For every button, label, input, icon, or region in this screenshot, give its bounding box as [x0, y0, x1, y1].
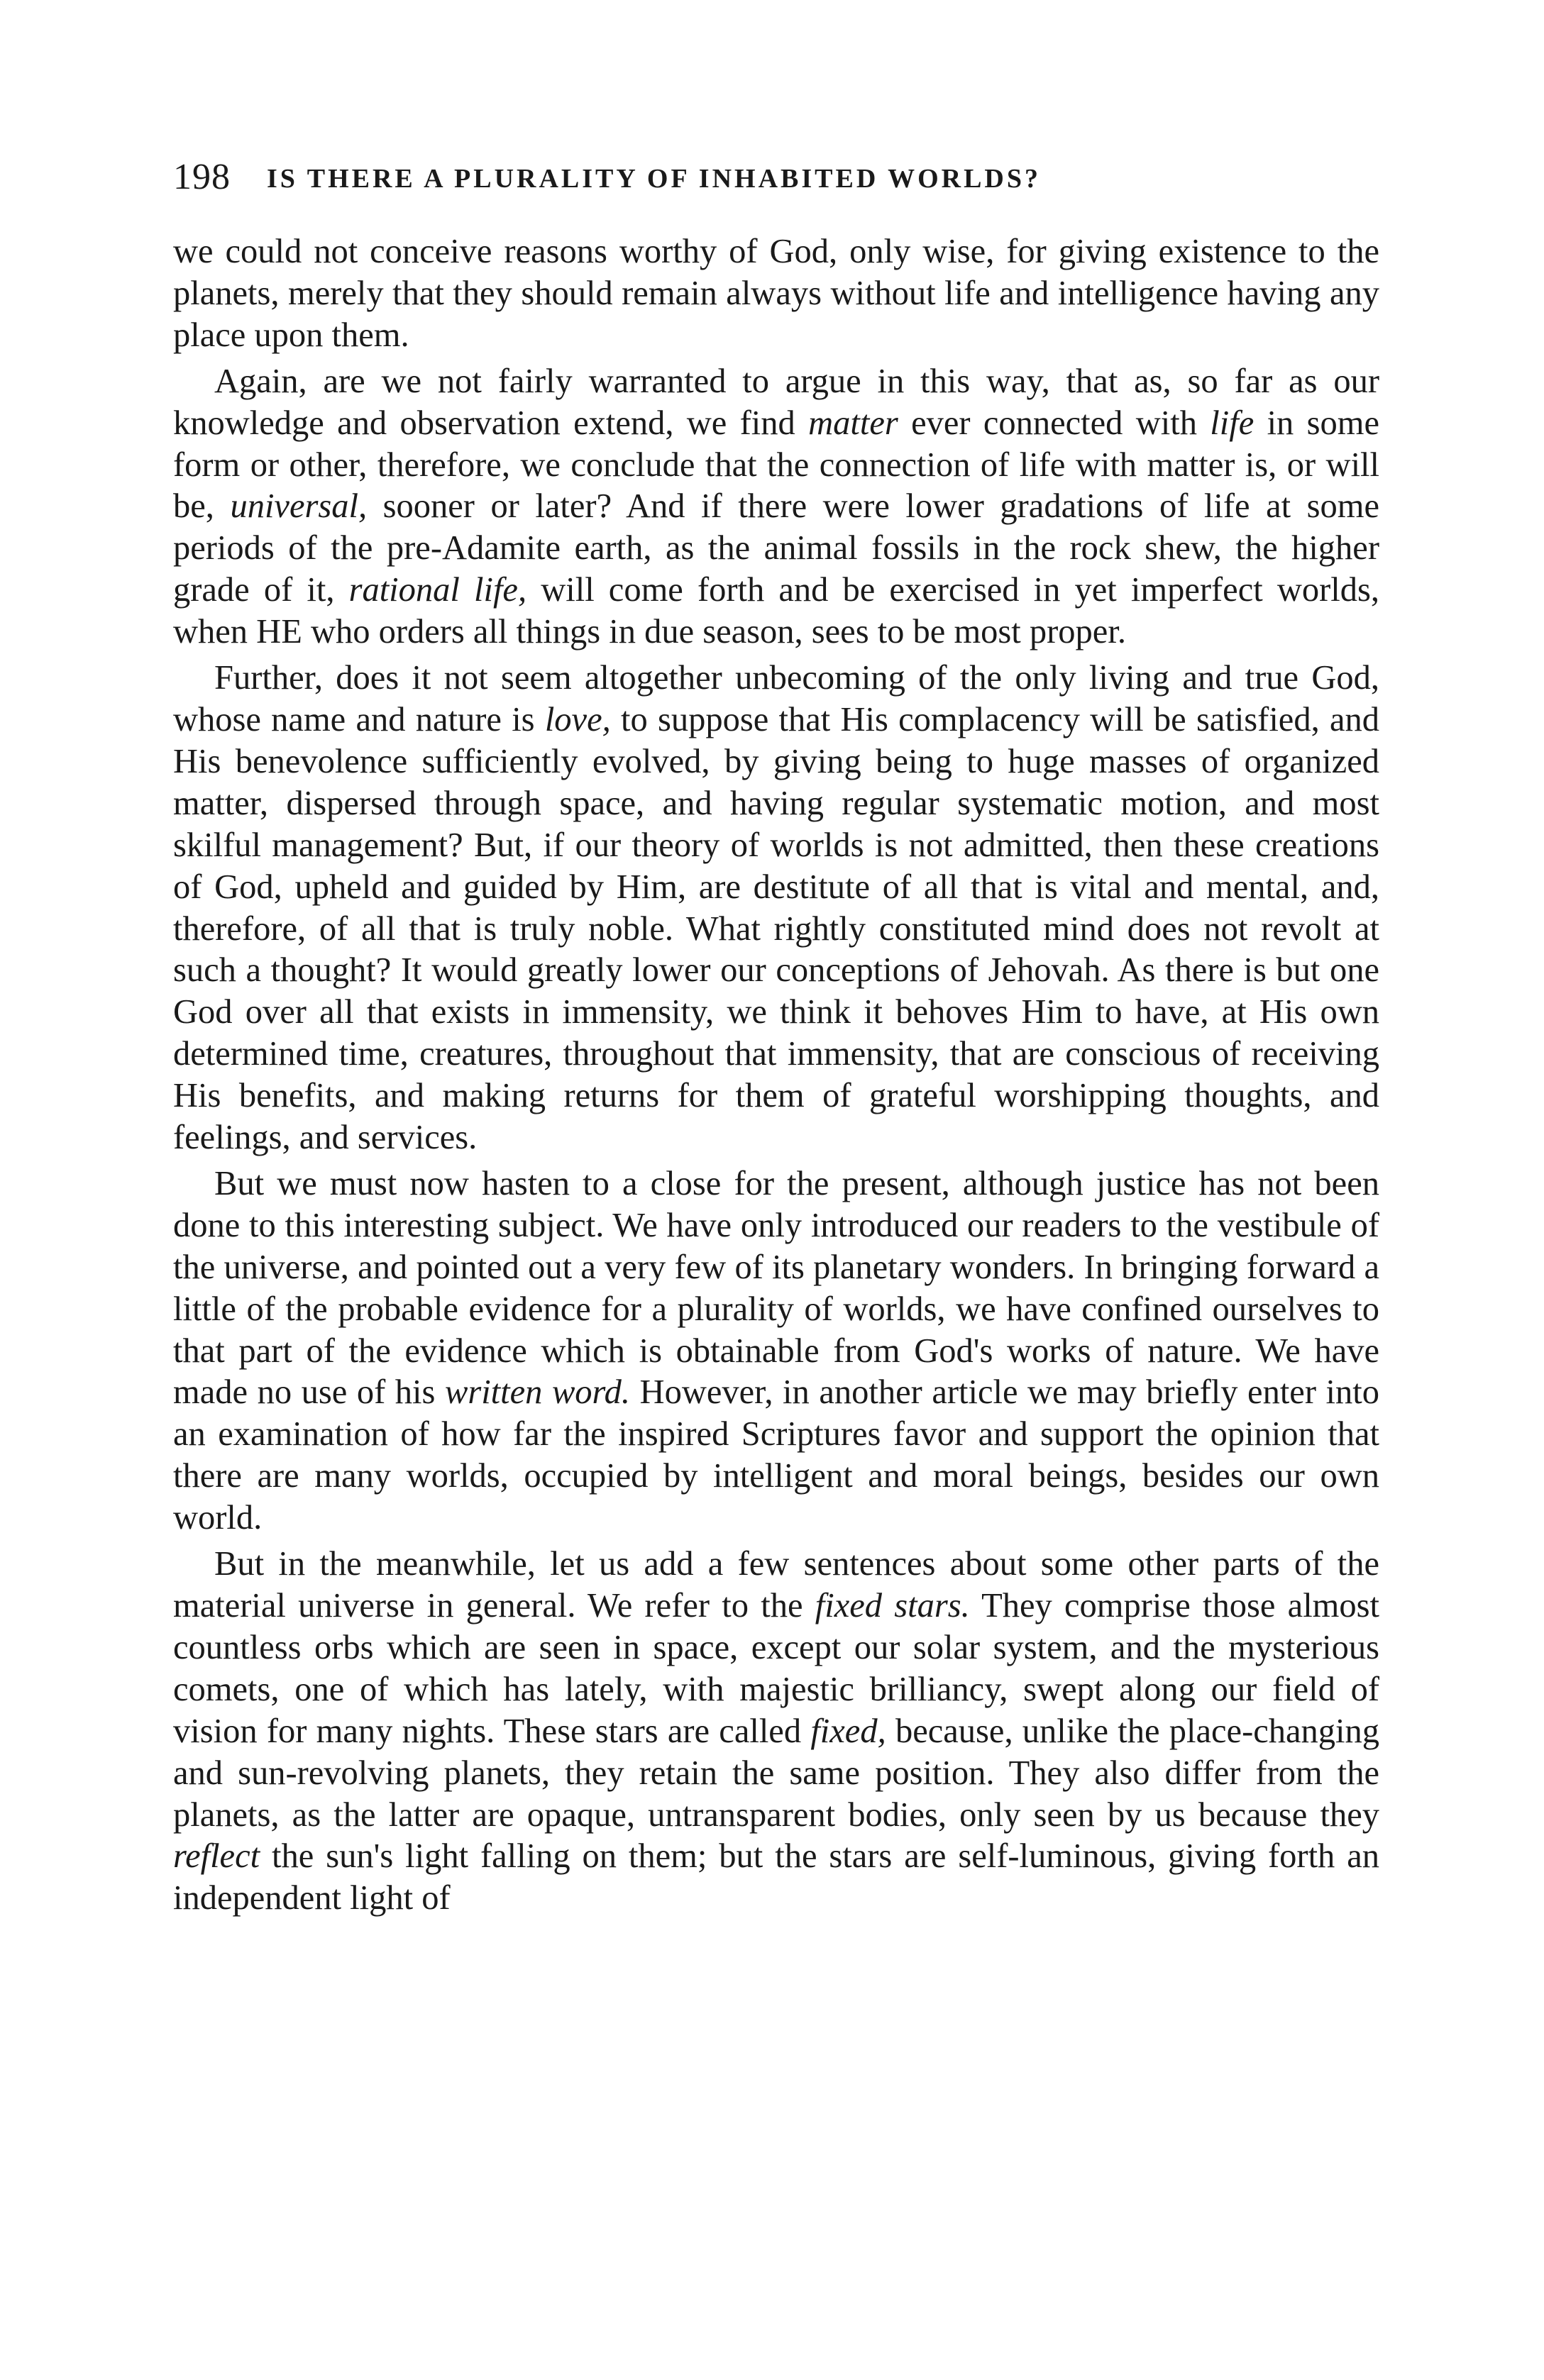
paragraph-5-italic-fixed-stars: fixed stars. [815, 1587, 970, 1625]
body-text [173, 231, 1379, 1920]
paragraph-2 [173, 361, 1379, 653]
paragraph-4-italic-written-word: written word. [444, 1373, 630, 1412]
paragraph-3-text-2: to suppose that His complacency will be satisfied, and His benevolence sufficiently evolved, by giving being to huge masses of organized matter, dispersed through space, and having regular systematic motion, and most skilful management? But, if our theory of worlds is not admitted, then these creations of God, upheld and guided by Him, are destitute of all that is vital and mental, and, therefore, of all that is truly noble. What rightly constituted mind does not revolt at such a thought? It would greatly lower our conceptions of Jehovah. As there is but one God over all that exists in immensity, we think it behoves Him to have, at His own determined time, creatures, throughout that immensity, that are conscious of receiving His benefits, and making returns for them of grateful worshipping thoughts, and feelings, and services. [173, 700, 1379, 1157]
running-head [173, 155, 1379, 200]
running-title: IS THERE A PLURALITY OF INHABITED WORLDS? [267, 164, 1042, 194]
paragraph-5-text-4: the sun's light falling on them; but the stars are self-luminous, giving forth an independent light of [173, 1837, 1379, 1917]
paragraph-4-text-1: But we must now hasten to a close for the present, although justice has not been done to this interesting subject. We have only introduced our readers to the vestibule of the universe, and pointed out a very few of its planetary wonders. In bringing forward a little of the probable evidence for a plurality of worlds, we have confined ourselves to that part of the evidence which is obtainable from God's works of nature. We have made no use of his [173, 1164, 1379, 1412]
paragraph-2-text-3: in some form or other, therefore, we conclude that the connection of life with matter is, or will be, [173, 404, 1379, 526]
paragraph-2-text-5: will come forth and be exercised in yet imperfect worlds, when HE who orders all things in due season, sees to be most proper. [173, 571, 1379, 651]
paragraph-2-italic-matter: matter [808, 404, 898, 442]
paragraph-3 [173, 658, 1379, 1159]
paragraph-2-italic-rational-life: rational life, [348, 571, 527, 609]
paragraph-2-text-1: Again, are we not fairly warranted to argue in this way, that as, so far as our knowledge and observation extend, we find [173, 362, 1379, 442]
paragraph-5-italic-fixed: fixed, [810, 1712, 886, 1750]
paragraph-2-italic-life: life [1210, 404, 1254, 442]
paragraph-2-text-2: ever connected with [898, 404, 1211, 442]
paragraph-2-italic-universal: universal, [230, 487, 368, 526]
paragraph-1 [173, 231, 1379, 357]
paragraph-4 [173, 1163, 1379, 1539]
paragraph-1-text: we could not conceive reasons worthy of God, only wise, for giving existence to the planets, merely that they should remain always without life and intelligence having any place upon them. [173, 233, 1379, 354]
paragraph-5-text-3: because, unlike the place-changing and sun-revolving planets, they retain the same position. They also differ from the planets, as the latter are opaque, untransparent bodies, only seen by us because they [173, 1712, 1379, 1834]
page-number: 198 [173, 157, 231, 197]
paragraph-5 [173, 1544, 1379, 1920]
paragraph-5-text-1: But in the meanwhile, let us add a few sentences about some other parts of the material universe in general. We refer to the [173, 1545, 1379, 1625]
paragraph-4-text-2: However, in another article we may briefly enter into an examination of how far the inspired Scriptures favor and support the opinion that there are many worlds, occupied by intelligent and moral beings, besides our own world. [173, 1373, 1379, 1537]
paragraph-5-text-2: They comprise those almost countless orbs which are seen in space, except our solar system, and the mysterious comets, one of which has lately, with majestic brilliancy, swept along our field of vision for many nights. These stars are called [173, 1587, 1380, 1750]
paragraph-3-italic-love: love, [544, 700, 611, 738]
paragraph-2-text-4: sooner or later? And if there were lower gradations of life at some periods of the pre-Adamite earth, as the animal fossils in the rock shew, the higher grade of it, [173, 487, 1379, 609]
paragraph-3-text-1: Further, does it not seem altogether unbecoming of the only living and true God, whose name and nature is [173, 659, 1379, 738]
paragraph-5-italic-reflect: reflect [173, 1837, 260, 1876]
